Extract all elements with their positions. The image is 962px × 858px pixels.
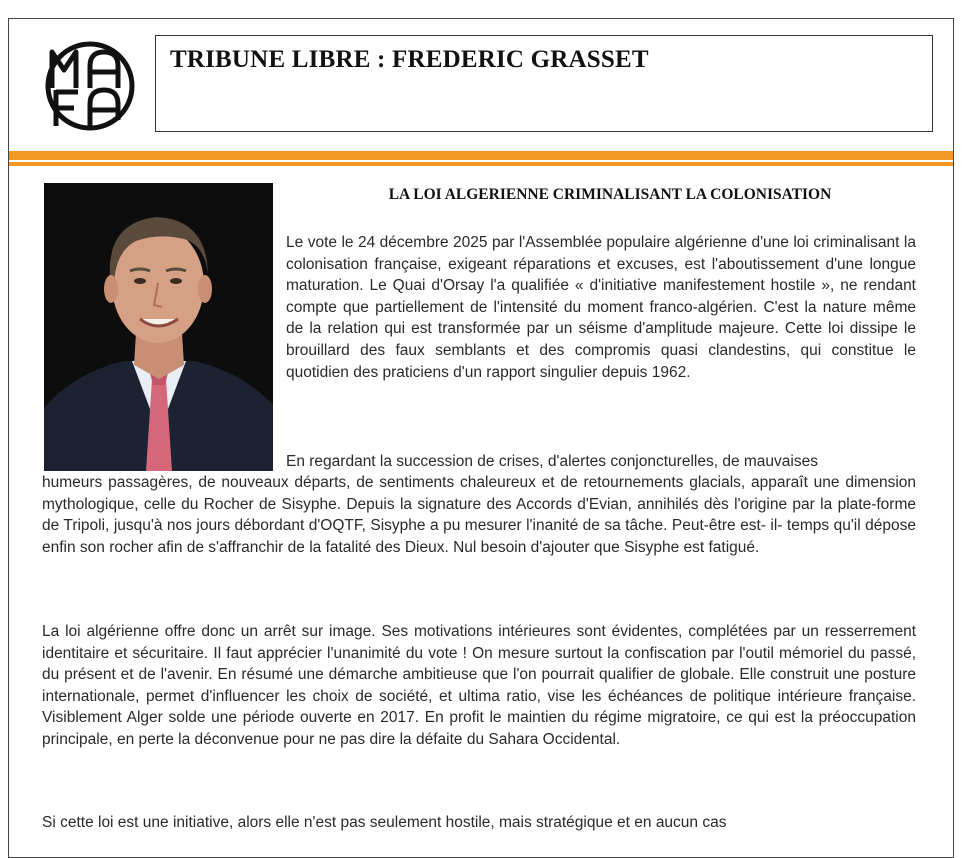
article-paragraph-2-start: En regardant la succession de crises, d'alertes conjoncturelles, de mauvaises [286,453,818,470]
article-paragraph-2-rest: humeurs passagères, de nouveaux départs, de sentiments chaleureux et de retournements glacials, apparaît une dimension mythologique, celle du Rocher de Sisyphe. Depuis la signature des Accords d'Evian, annihilés dès l'origine par la plate-forme de Tripoli, jusqu'à nos jours débordant d'OQTF, Sisyphe a pu mesurer l'inanité de sa tâche. Peut-être est- il- temps qu'il dépose enfin son rocher afin de s'affranchir de la fatalité des Dieux. Nul besoin d'ajouter que Sisyphe est fatigué. [42,474,916,556]
page-title: TRIBUNE LIBRE : FREDERIC GRASSET [170,46,649,73]
article-paragraph-1: Le vote le 24 décembre 2025 par l'Assemblée populaire algérienne d'une loi criminalisant la colonisation française, exigeant réparations et excuses, est l'aboutissement d'une longue maturation. Le Quai d'Orsay l'a qualifiée « d'initiative manifestement hostile », ne rendant compte que partiellement de l'intensité du moment franco-algérien. C'est la nature même de la relation qui est transformée par un séisme d'amplitude majeure. Cette loi dissipe le brouillard des faux semblants et des compromis quasi clandestins, qui constitue le quotidien des praticiens d'un rapport singulier depuis 1962. [286,234,916,381]
title-box [155,35,933,132]
article-title: LA LOI ALGERIENNE CRIMINALISANT LA COLONISATION [388,186,832,203]
accent-rule-bottom [9,162,953,166]
article-paragraph-4: Si cette loi est une initiative, alors elle n'est pas seulement hostile, mais stratégique et en aucun cas [42,814,727,831]
article-paragraph-3: La loi algérienne offre donc un arrêt sur image. Ses motivations intérieures sont évidentes, complétées par un resserrement identitaire et sécuritaire. Il faut apprécier l'unanimité du vote ! On mesure surtout la confiscation par l'outil mémoriel du passé, du présent et de l'avenir. En résumé une démarche ambitieuse que l'on pourrait qualifier de globale. Elle construit une posture internationale, permet d'influencer les choix de société, et ultima ratio, vise les échéances de politique intérieure française. Visiblement Alger solde une période ouverte en 2017. En profit le maintien du régime migratoire, ce qui est la préoccupation principale, en perte la déconvenue pour ne pas dire la défaite du Sahara Occidental. [42,623,916,748]
mafa-logo [42,40,138,132]
accent-rule-top [9,151,953,160]
author-photo [44,183,273,471]
